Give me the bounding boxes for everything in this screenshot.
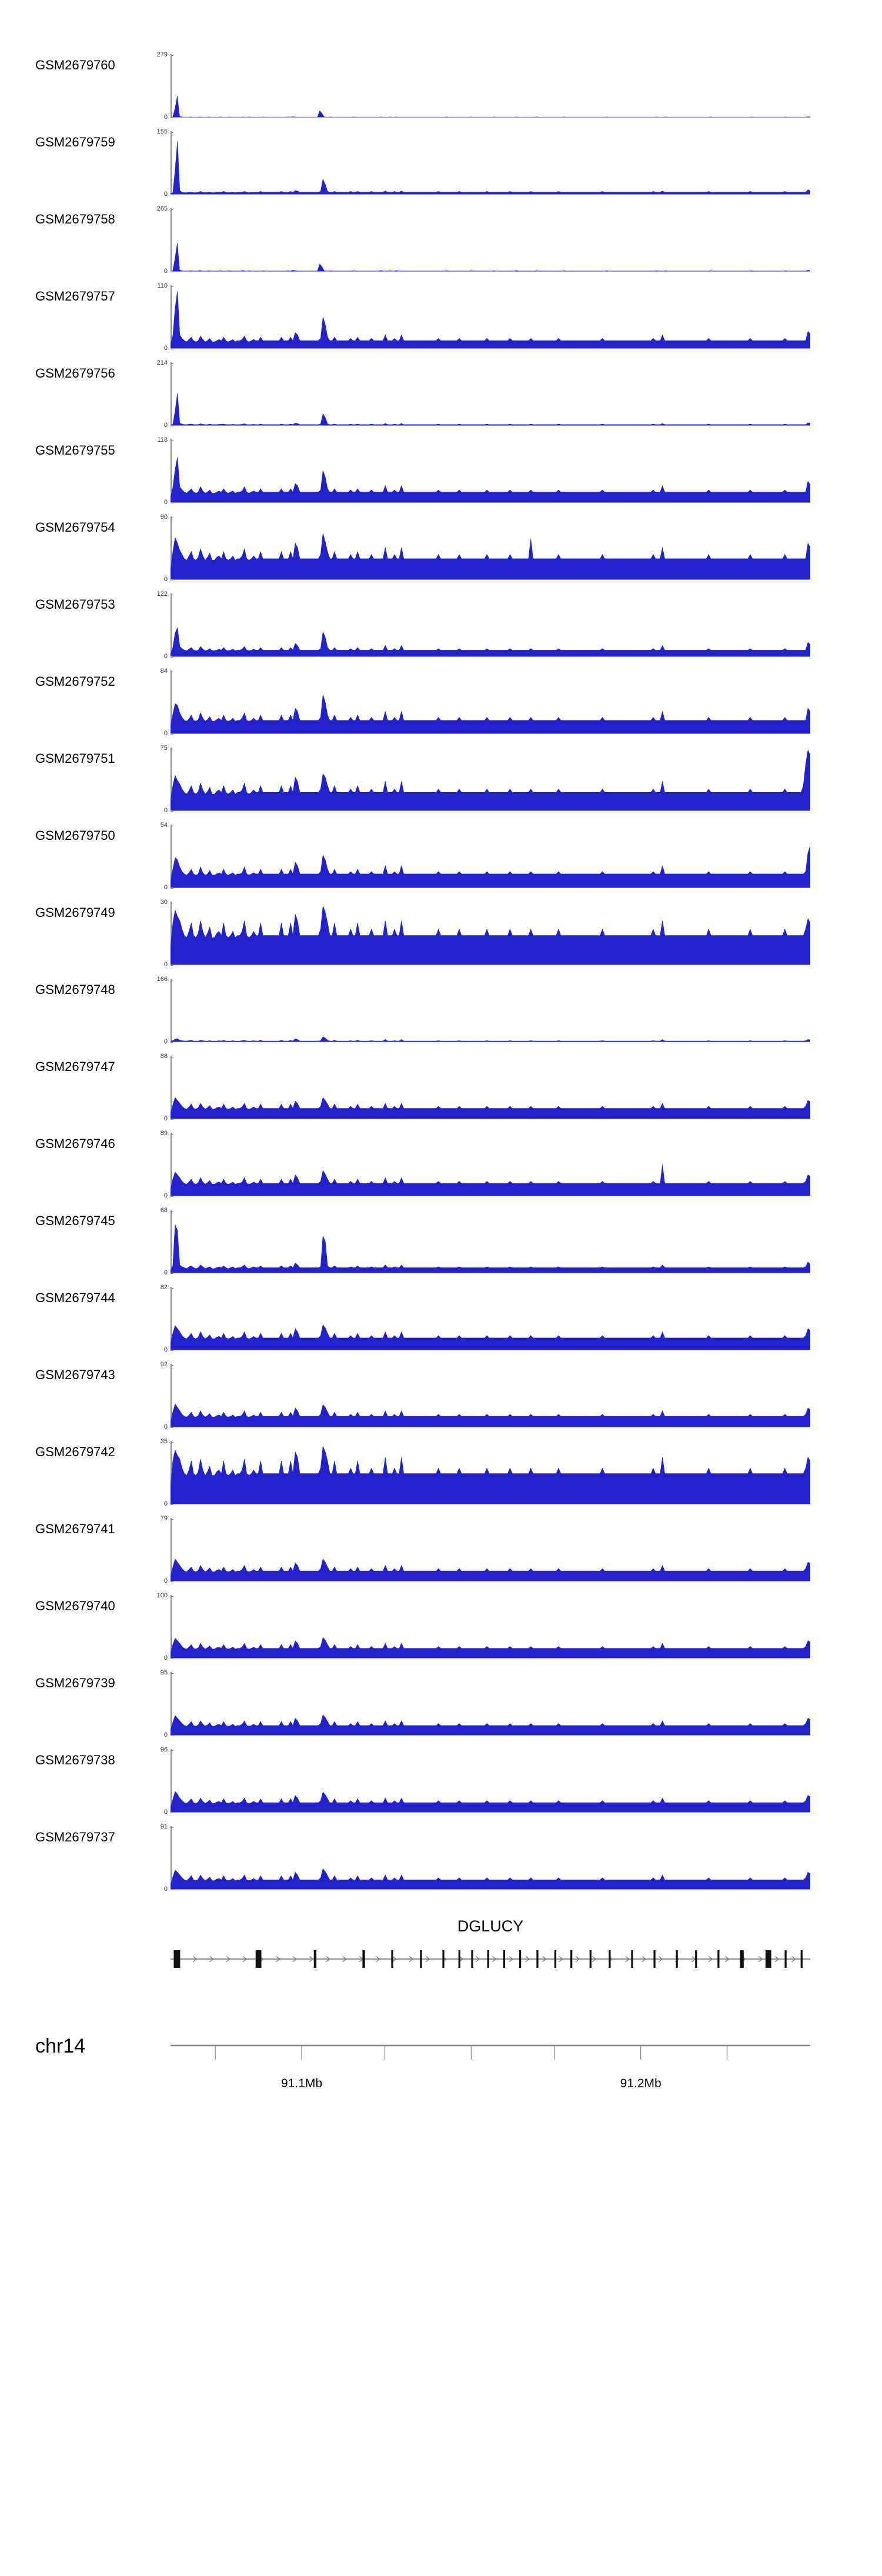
track-ymax-label: 88 [161, 1053, 171, 1060]
track-signal [171, 1133, 810, 1196]
signal-track [0, 1356, 882, 1433]
track-ymin-label: 0 [164, 191, 171, 198]
signal-track [0, 431, 882, 508]
track-ymin-label: 0 [164, 1809, 171, 1816]
track-sample-label: GSM2679745 [35, 1213, 115, 1228]
track-plot [156, 205, 810, 275]
track-signal [171, 131, 810, 195]
track-ymin-label: 0 [164, 653, 171, 660]
track-signal [171, 516, 810, 580]
signal-track [0, 816, 882, 893]
signal-track [0, 893, 882, 970]
track-baseline [171, 502, 810, 503]
track-ymin-label: 0 [164, 1501, 171, 1507]
track-signal [171, 285, 810, 349]
track-signal [171, 1749, 810, 1813]
track-signal [171, 1518, 810, 1581]
track-ymax-label: 84 [161, 668, 171, 675]
track-sample-label: GSM2679750 [35, 828, 115, 843]
track-sample-label: GSM2679751 [35, 751, 115, 766]
track-ymax-label: 89 [161, 1130, 171, 1137]
signal-track [0, 1818, 882, 1895]
track-sample-label: GSM2679760 [35, 58, 115, 72]
signal-track [0, 1202, 882, 1279]
track-ymax-label: 100 [157, 1593, 171, 1599]
track-baseline [171, 117, 810, 118]
track-ymin-label: 0 [164, 1578, 171, 1584]
track-plot [160, 1438, 810, 1507]
track-ymax-label: 75 [161, 745, 171, 752]
track-signal [171, 1441, 810, 1504]
track-ymax-label: 110 [157, 283, 171, 289]
track-signal [171, 1210, 810, 1273]
track-signal [171, 1595, 810, 1659]
gene-model-track [171, 1946, 810, 1973]
track-signal [171, 1364, 810, 1427]
track-sample-label: GSM2679747 [35, 1059, 115, 1074]
track-plot [160, 1823, 810, 1893]
track-sample-label: GSM2679739 [35, 1676, 115, 1690]
signal-track [0, 1125, 882, 1202]
track-sample-label: GSM2679757 [35, 289, 115, 303]
track-plot [160, 1207, 810, 1276]
track-ymax-label: 95 [161, 1670, 171, 1676]
chromosome-tick-labels [171, 2077, 810, 2095]
track-signal [171, 1826, 810, 1890]
track-plot [156, 51, 810, 121]
track-signal [171, 902, 810, 965]
track-ymin-label: 0 [164, 885, 171, 891]
signal-track [0, 508, 882, 585]
track-sample-label: GSM2679746 [35, 1136, 115, 1151]
signal-track [0, 662, 882, 739]
signal-track [0, 1664, 882, 1741]
track-plot [156, 976, 810, 1045]
track-plot [160, 1515, 810, 1584]
track-plot [160, 1746, 810, 1816]
signal-track [0, 1047, 882, 1125]
signal-track [0, 200, 882, 277]
track-baseline [171, 810, 810, 811]
track-signal [171, 979, 810, 1042]
track-signal [171, 1287, 810, 1350]
track-signal [171, 54, 810, 118]
track-plot [156, 1592, 810, 1661]
signal-track [0, 739, 882, 816]
signal-track [0, 123, 882, 200]
track-plot [160, 668, 810, 737]
track-plot [160, 899, 810, 968]
track-ymin-label: 0 [164, 268, 171, 275]
track-baseline [171, 425, 810, 426]
signal-track [0, 1741, 882, 1818]
track-sample-label: GSM2679753 [35, 597, 115, 612]
track-ymin-label: 0 [164, 576, 171, 583]
track-signal [171, 1672, 810, 1736]
track-sample-label: GSM2679740 [35, 1599, 115, 1613]
track-ymax-label: 68 [161, 1207, 171, 1214]
track-ymin-label: 0 [164, 1886, 171, 1893]
track-ymax-label: 90 [161, 514, 171, 520]
track-ymin-label: 0 [164, 499, 171, 506]
track-sample-label: GSM2679755 [35, 443, 115, 458]
track-ymax-label: 30 [161, 899, 171, 906]
track-ymin-label: 0 [164, 1347, 171, 1353]
signal-track-list [0, 46, 882, 1895]
track-signal [171, 825, 810, 888]
track-plot [157, 436, 810, 506]
signal-track [0, 1587, 882, 1664]
gene-model-area [0, 1917, 882, 2011]
track-baseline [171, 656, 810, 657]
track-plot [160, 745, 810, 814]
track-ymax-label: 118 [157, 437, 171, 443]
track-ymax-label: 96 [161, 1747, 171, 1753]
track-ymin-label: 0 [164, 730, 171, 737]
track-plot [156, 128, 810, 198]
track-sample-label: GSM2679738 [35, 1753, 115, 1767]
track-ymin-label: 0 [164, 1270, 171, 1276]
track-baseline [171, 194, 810, 195]
track-plot [160, 1130, 810, 1199]
track-ymin-label: 0 [164, 807, 171, 814]
track-plot [157, 282, 810, 352]
track-ymax-label: 91 [161, 1824, 171, 1830]
signal-track [0, 277, 882, 354]
track-sample-label: GSM2679749 [35, 905, 115, 920]
track-baseline [171, 1658, 810, 1659]
chromosome-label: chr14 [35, 2035, 86, 2057]
track-baseline [171, 271, 810, 272]
track-plot [156, 590, 810, 660]
signal-track [0, 585, 882, 662]
track-signal [171, 1056, 810, 1119]
track-ymax-label: 92 [161, 1362, 171, 1368]
axis-tick-label: 91.2Mb [620, 2077, 662, 2090]
chromosome-axis-area [0, 2023, 882, 2111]
track-ymax-label: 155 [157, 129, 171, 135]
track-plot [160, 822, 810, 891]
track-ymin-label: 0 [164, 1116, 171, 1122]
track-plot [156, 359, 810, 429]
signal-track [0, 970, 882, 1047]
track-ymax-label: 122 [157, 591, 171, 598]
track-plot [160, 1284, 810, 1353]
track-ymax-label: 166 [157, 976, 171, 983]
track-sample-label: GSM2679758 [35, 212, 115, 226]
track-baseline [171, 733, 810, 734]
track-plot [160, 1361, 810, 1430]
track-baseline [171, 1889, 810, 1890]
track-ymax-label: 35 [161, 1439, 171, 1445]
track-signal [171, 362, 810, 426]
track-sample-label: GSM2679756 [35, 366, 115, 381]
track-baseline [171, 579, 810, 580]
gene-name-label: DGLUCY [457, 1917, 524, 1935]
track-ymin-label: 0 [164, 1424, 171, 1430]
track-sample-label: GSM2679741 [35, 1521, 115, 1536]
track-sample-label: GSM2679737 [35, 1830, 115, 1844]
signal-track [0, 354, 882, 431]
track-signal [171, 593, 810, 657]
track-ymin-label: 0 [164, 114, 171, 121]
track-plot [160, 513, 810, 583]
track-sample-label: GSM2679744 [35, 1290, 115, 1305]
track-sample-label: GSM2679759 [35, 135, 115, 149]
track-signal [171, 208, 810, 272]
signal-track [0, 46, 882, 123]
track-baseline [171, 887, 810, 888]
track-ymax-label: 214 [157, 360, 171, 366]
track-ymax-label: 279 [157, 52, 171, 58]
track-ymin-label: 0 [164, 422, 171, 429]
signal-track [0, 1510, 882, 1587]
axis-tick-label: 91.1Mb [281, 2077, 323, 2090]
track-ymin-label: 0 [164, 1193, 171, 1199]
track-plot [160, 1053, 810, 1122]
track-ymax-label: 265 [157, 206, 171, 212]
track-sample-label: GSM2679743 [35, 1367, 115, 1382]
track-ymin-label: 0 [164, 1655, 171, 1661]
track-signal [171, 748, 810, 811]
track-plot [160, 1669, 810, 1739]
track-ymin-label: 0 [164, 962, 171, 968]
track-ymax-label: 82 [161, 1284, 171, 1291]
track-baseline [171, 1735, 810, 1736]
track-ymin-label: 0 [164, 345, 171, 352]
track-sample-label: GSM2679742 [35, 1444, 115, 1459]
track-baseline [171, 1812, 810, 1813]
track-ymin-label: 0 [164, 1732, 171, 1739]
signal-track [0, 1433, 882, 1510]
track-ymin-label: 0 [164, 1039, 171, 1045]
track-sample-label: GSM2679748 [35, 982, 115, 997]
track-signal [171, 670, 810, 734]
track-sample-label: GSM2679752 [35, 674, 115, 689]
track-signal [171, 439, 810, 503]
track-ymax-label: 79 [161, 1516, 171, 1522]
track-sample-label: GSM2679754 [35, 520, 115, 535]
signal-track [0, 1279, 882, 1356]
track-ymax-label: 54 [161, 822, 171, 829]
track-baseline [171, 348, 810, 349]
